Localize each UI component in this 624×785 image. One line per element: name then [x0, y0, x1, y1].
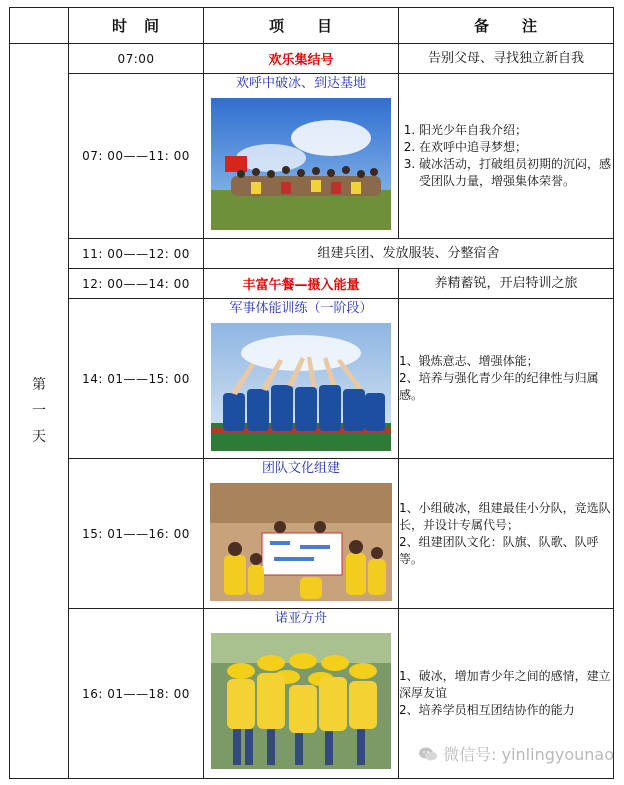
note-header: 备 注	[399, 8, 614, 44]
time-cell: 14: 01——15: 00	[69, 299, 204, 459]
note-line: 2. 在欢呼中追寻梦想；	[419, 139, 613, 156]
time-cell: 16: 01——18: 00	[69, 609, 204, 779]
schedule-table	[9, 7, 614, 779]
wechat-watermark	[418, 742, 614, 765]
item-title: 诺亚方舟	[274, 611, 327, 626]
header-row	[10, 8, 614, 44]
note-line: 2、组建团队文化：队旗、队歌、队呼等。	[399, 534, 599, 566]
note-cell: 养精蓄锐，开启特训之旅	[399, 269, 614, 299]
item-cell	[204, 269, 399, 299]
note-cell	[399, 299, 614, 459]
wechat-icon	[418, 746, 438, 762]
time-cell: 11: 00——12: 00	[69, 239, 204, 269]
item-cell	[204, 74, 399, 239]
note-line: 1、锻炼意志、增强体能；	[399, 354, 539, 368]
table-row	[10, 269, 614, 299]
note-cell	[399, 74, 614, 239]
note-cell: 告别父母、寻找独立新自我	[399, 44, 614, 74]
item-cell	[204, 44, 399, 74]
table-row	[10, 459, 614, 609]
table-row	[10, 44, 614, 74]
time-header: 时 间	[69, 8, 204, 44]
watermark-text: 微信号: yinlingyounao	[443, 745, 614, 764]
note-line: 1. 阳光少年自我介绍；	[419, 122, 613, 139]
time-cell: 07: 00——11: 00	[69, 74, 204, 239]
merged-note-cell: 组建兵团、发放服装、分整宿舍	[204, 239, 614, 269]
table-row	[10, 299, 614, 459]
note-line: 3. 破冰活动，打破组员初期的沉闷，感受团队力量，增强集体荣誉。	[419, 156, 613, 190]
time-cell: 12: 00——14: 00	[69, 269, 204, 299]
item-cell	[204, 299, 399, 459]
table-row	[10, 239, 614, 269]
item-title: 团队文化组建	[261, 461, 340, 476]
time-cell: 15: 01——16: 00	[69, 459, 204, 609]
table-row	[10, 74, 614, 239]
item-cell	[204, 609, 399, 779]
time-cell: 07:00	[69, 44, 204, 74]
note-cell	[399, 459, 614, 609]
item-cell	[204, 459, 399, 609]
day-label: 第 一 天	[10, 44, 69, 779]
note-line: 2、培养学员相互团结协作的能力	[399, 703, 575, 717]
item-title: 欢乐集结号	[268, 53, 334, 68]
noahs-ark-photo	[211, 633, 391, 769]
note-line: 1、破冰，增加青少年之间的感情，建立深厚友谊	[399, 669, 611, 700]
note-line: 2、培养与强化青少年的纪律性与归属感。	[399, 371, 599, 402]
day-header	[10, 8, 69, 44]
note-line: 1、小组破冰，组建最佳小分队，竞选队长，并设计专属代号；	[399, 500, 611, 532]
team-culture-photo	[210, 483, 392, 601]
group-photo	[211, 98, 391, 230]
item-title: 丰富午餐—摄入能量	[242, 278, 360, 293]
military-training-photo	[211, 323, 391, 451]
item-title: 军事体能训练（一阶段）	[229, 301, 373, 316]
item-title: 欢呼中破冰、到达基地	[235, 76, 366, 91]
item-header: 项 目	[204, 8, 399, 44]
